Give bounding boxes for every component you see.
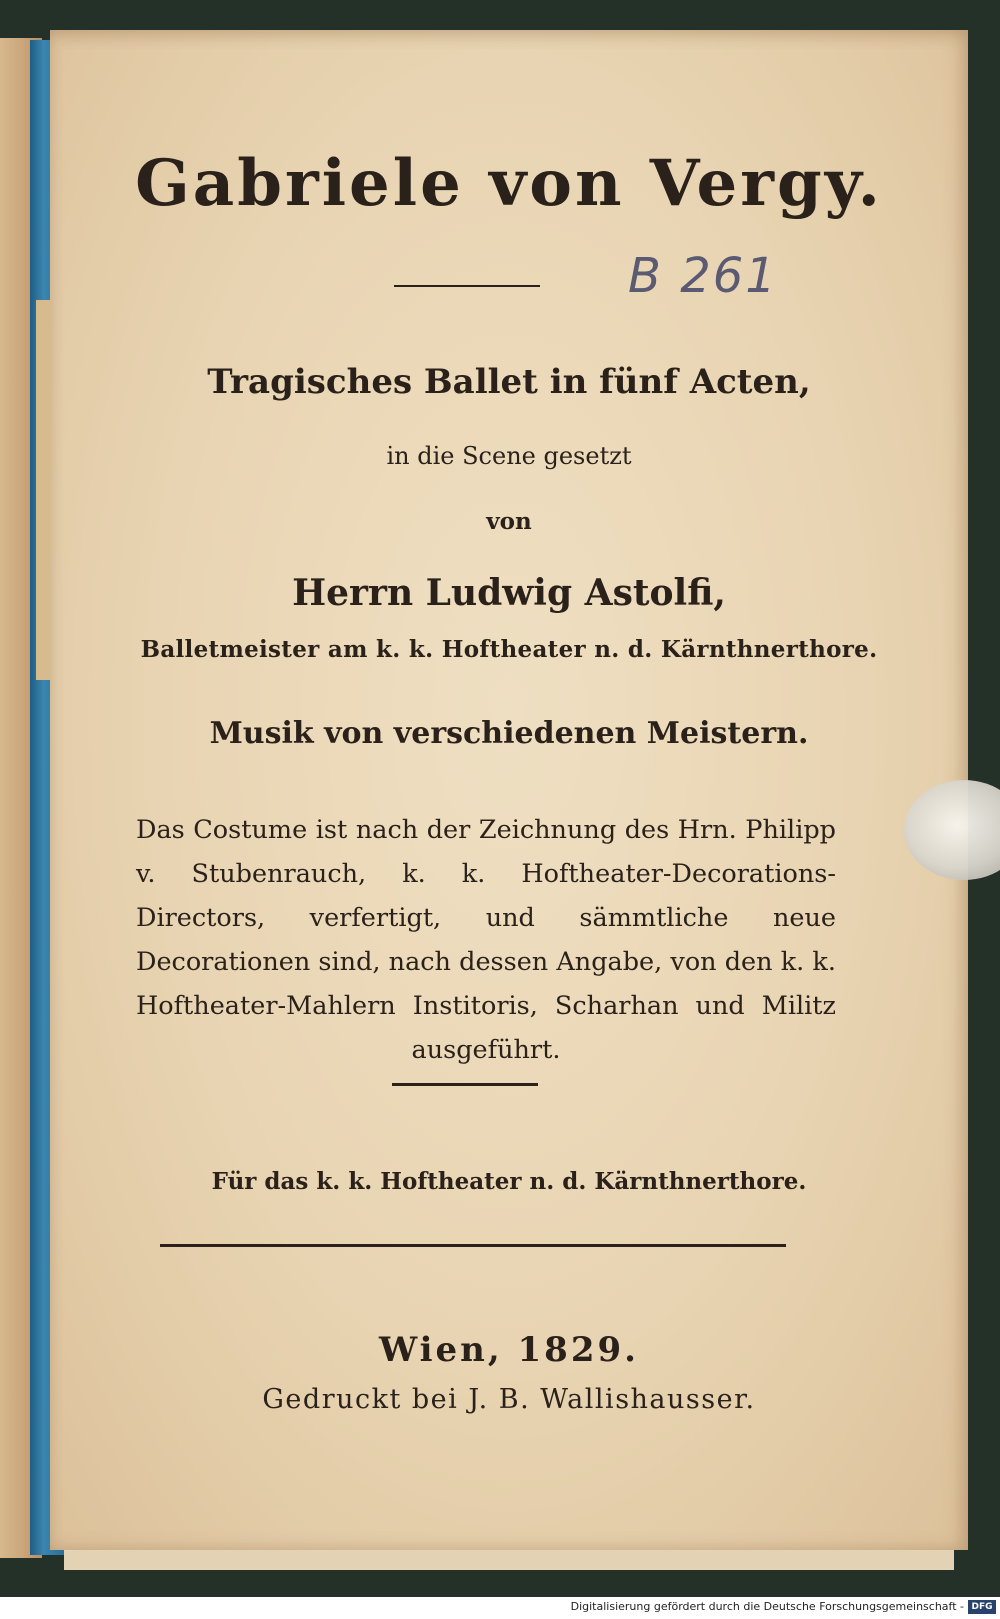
costume-paragraph: Das Costume ist nach der Zeichnung des Hrn. Philipp v. Stubenrauch, k. k. Hoftheater-Decorations-Directors, verfertigt, und sämmtliche neue Decorationen sind, nach dessen Angabe, von den k. k. Hoftheater-Mahlern Institoris, Scharhan und Militz ausgeführt. [136, 815, 836, 1065]
footer-credit: Digitalisierung gefördert durch die Deutsche Forschungsgemeinschaft - [570, 1600, 964, 1613]
divider-long [160, 1244, 786, 1247]
place-year: Wien, 1829. [379, 1330, 639, 1370]
author-role: Balletmeister am k. k. Hoftheater n. d. Kärnthnerthore. [140, 636, 878, 663]
music-credit: Musik von verschiedenen Meistern. [209, 716, 809, 751]
footer-bar [0, 1597, 1000, 1619]
printer-line: Gedruckt bei J. B. Wallishausser. [262, 1384, 756, 1415]
divider-middle [392, 1083, 538, 1086]
by-line: von [486, 508, 532, 535]
staging-line: in die Scene gesetzt [386, 442, 632, 470]
divider-top [394, 285, 540, 287]
shelfmark-annotation: B 261 [628, 248, 778, 304]
author-name: Herrn Ludwig Astolfi, [292, 572, 726, 614]
dfg-logo-icon: DFG [968, 1600, 996, 1614]
title-page [50, 30, 968, 1550]
subtitle: Tragisches Ballet in fünf Acten, [207, 362, 811, 402]
theatre-line: Für das k. k. Hoftheater n. d. Kärnthnerthore. [211, 1168, 807, 1195]
book-title: Gabriele von Vergy. [135, 146, 883, 221]
